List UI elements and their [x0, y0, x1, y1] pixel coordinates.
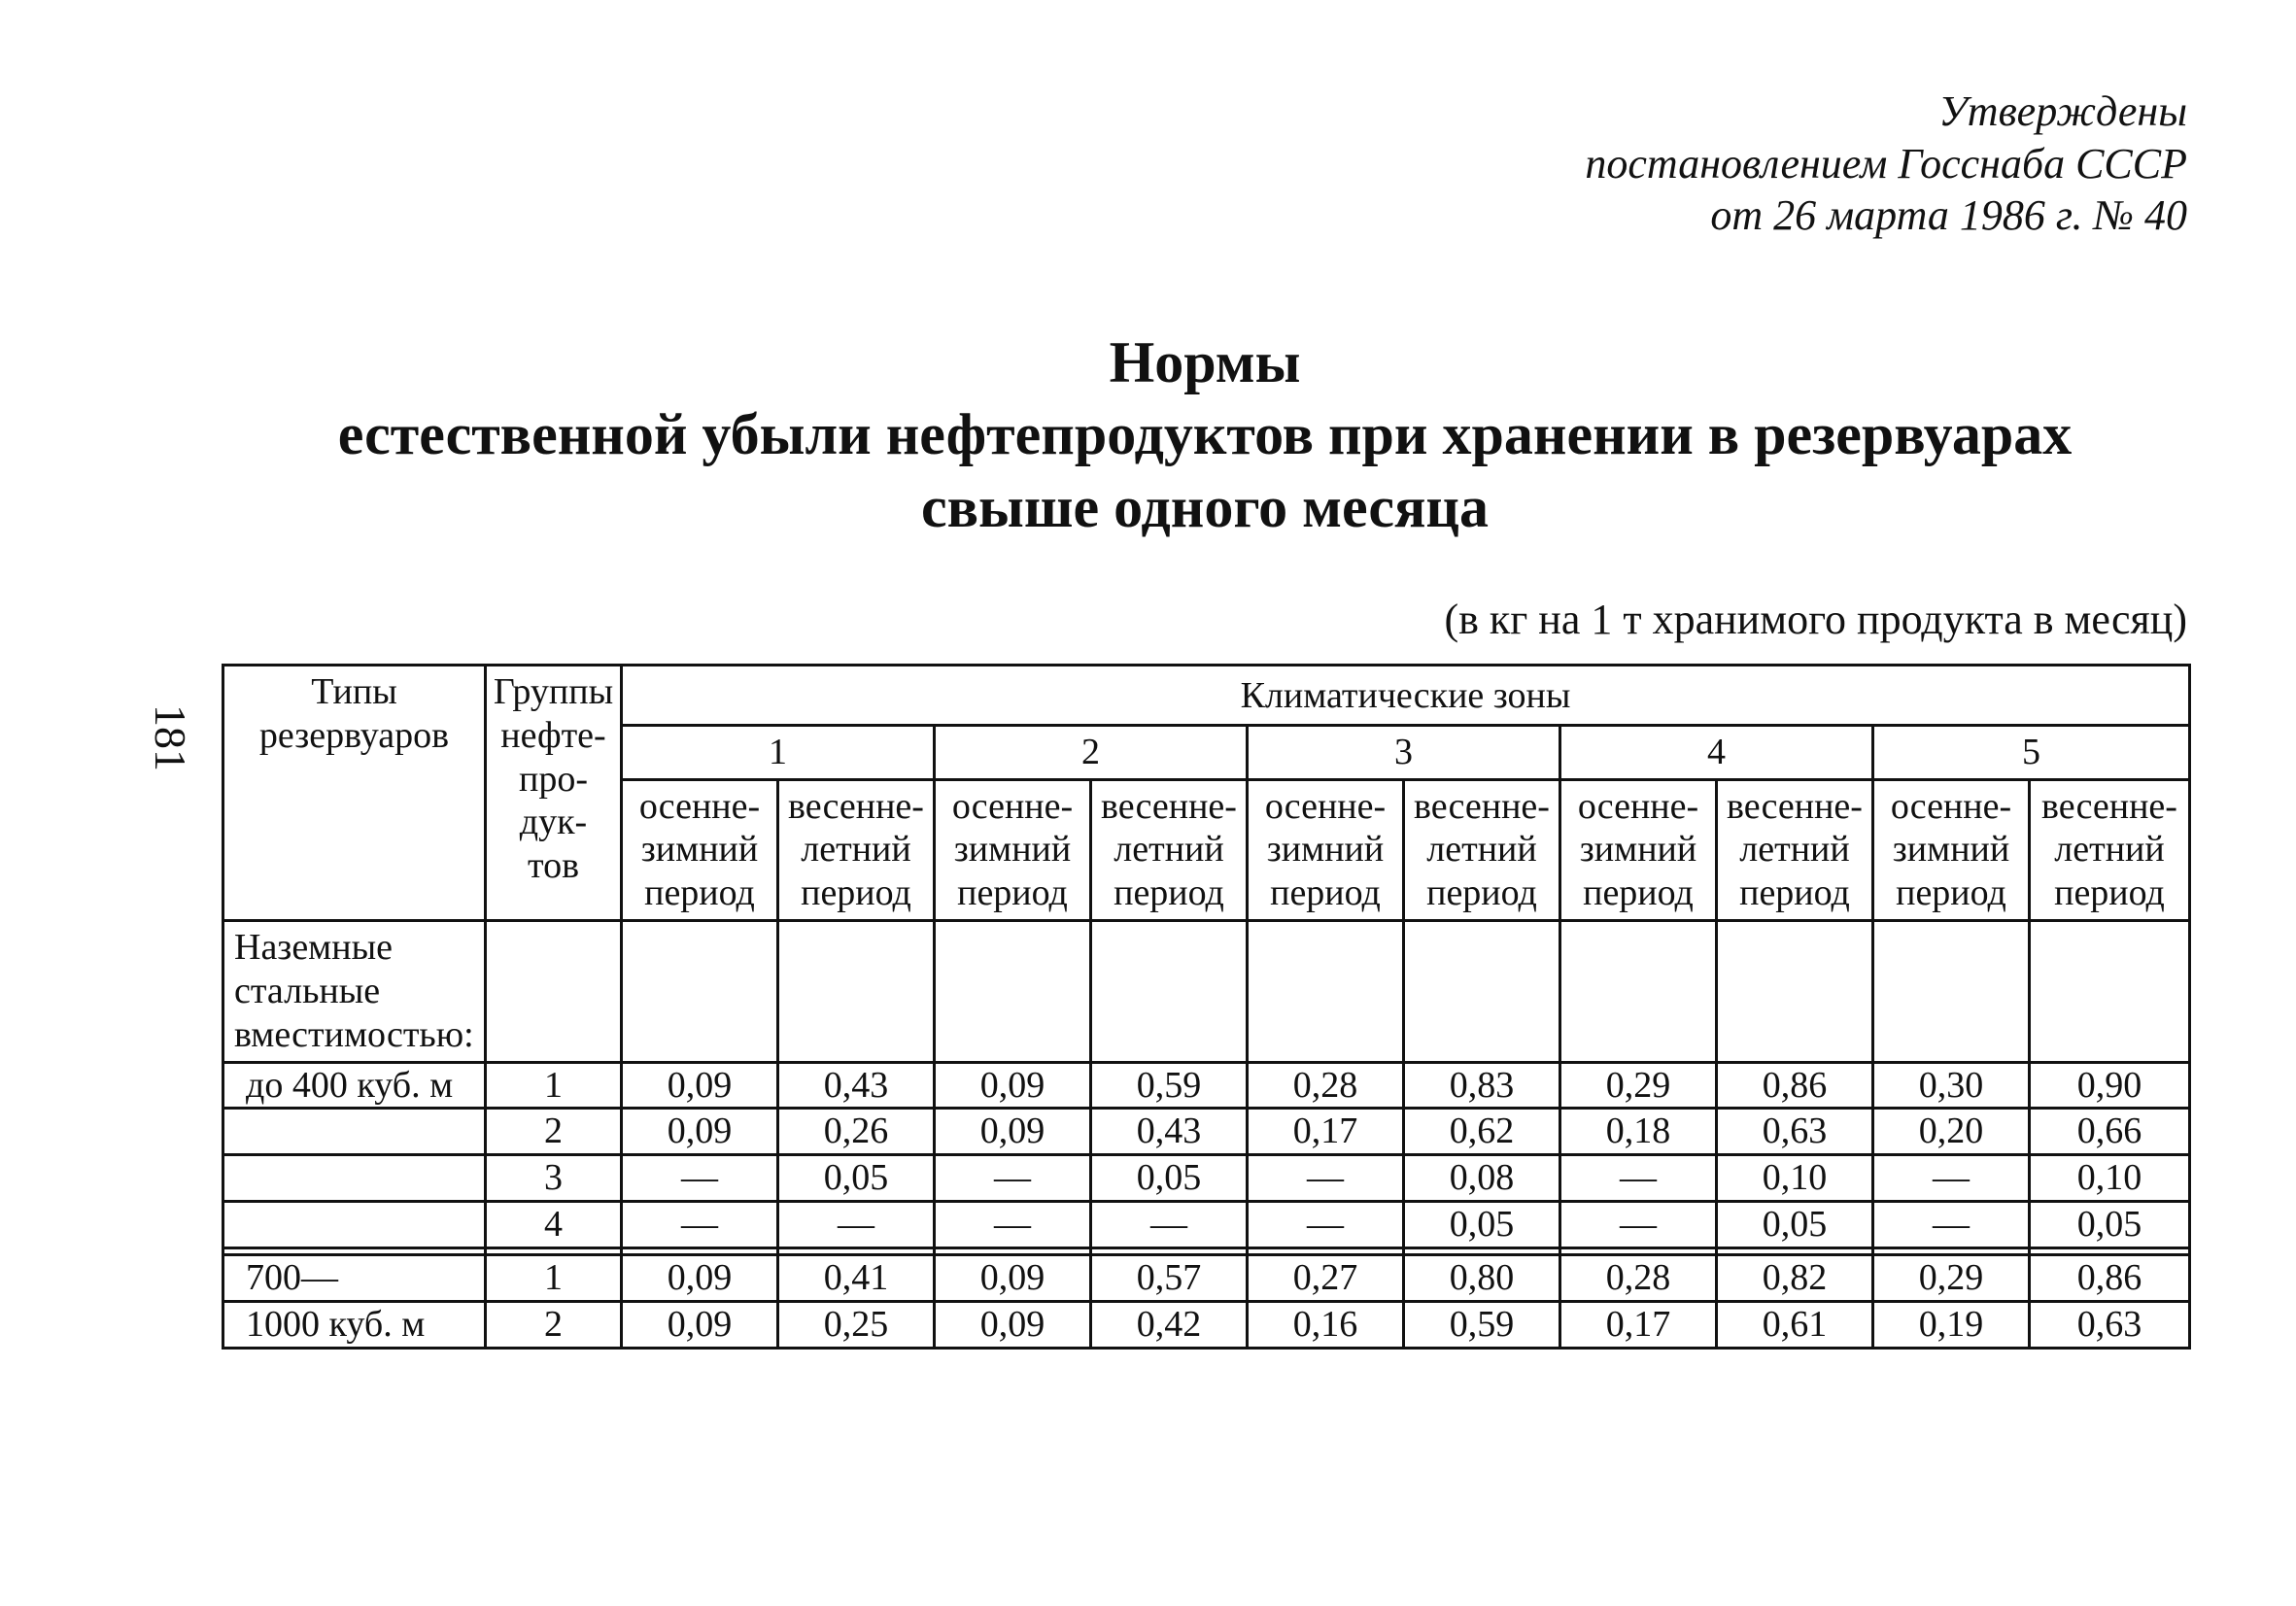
table-row — [223, 1202, 2190, 1248]
section-title-row — [223, 921, 2190, 1062]
value-cell: 0,05 — [778, 1155, 935, 1202]
empty-cell — [1091, 921, 1248, 1062]
empty-cell — [486, 921, 622, 1062]
value-cell: 0,20 — [1873, 1109, 2030, 1155]
tank-type-cell — [223, 1109, 486, 1155]
value-cell: 0,61 — [1717, 1301, 1873, 1348]
empty-cell — [778, 921, 935, 1062]
empty-cell — [2030, 921, 2190, 1062]
value-cell: — — [1248, 1155, 1404, 1202]
value-cell: 0,43 — [778, 1062, 935, 1109]
value-cell: — — [1248, 1202, 1404, 1248]
value-cell: 0,62 — [1404, 1109, 1560, 1155]
period-label-line: период — [1739, 872, 1850, 914]
period-label-line: период — [2054, 872, 2165, 914]
value-cell: 0,63 — [2030, 1301, 2190, 1348]
period-label-line: весенне- — [2041, 785, 2177, 827]
header-product-group-line: про- — [519, 758, 588, 800]
period-label-line: весенне- — [1727, 785, 1863, 827]
tank-type-cell: 700— — [223, 1254, 486, 1301]
header-tank-type — [223, 666, 486, 921]
period-spring-summer-header — [1717, 779, 1873, 920]
empty-cell — [622, 921, 778, 1062]
value-cell: — — [1873, 1155, 2030, 1202]
period-label-line: осенне- — [1890, 785, 2012, 827]
period-spring-summer-header — [1091, 779, 1248, 920]
header-product-group — [486, 666, 622, 921]
spacer-cell — [1091, 1247, 1248, 1254]
table-row — [223, 1155, 2190, 1202]
value-cell: 0,09 — [935, 1109, 1091, 1155]
document-title — [0, 326, 2296, 543]
period-label-line: летний — [2054, 829, 2165, 871]
value-cell: 0,09 — [935, 1301, 1091, 1348]
value-cell: — — [622, 1155, 778, 1202]
product-group-cell: 1 — [486, 1062, 622, 1109]
value-cell: — — [778, 1202, 935, 1248]
value-cell: 0,25 — [778, 1301, 935, 1348]
value-cell: 0,28 — [1560, 1254, 1717, 1301]
period-label-line: период — [1114, 872, 1224, 914]
value-cell: 0,17 — [1248, 1109, 1404, 1155]
value-cell: 0,83 — [1404, 1062, 1560, 1109]
header-product-group-line: тов — [527, 845, 580, 887]
period-label-line: зимний — [640, 829, 759, 871]
value-cell: 0,66 — [2030, 1109, 2190, 1155]
header-product-group-line: дук- — [519, 802, 588, 843]
approval-line-1: Утверждены — [1938, 87, 2187, 135]
value-cell: 0,05 — [1717, 1202, 1873, 1248]
period-label-line: период — [644, 872, 755, 914]
period-label-line: зимний — [1266, 829, 1385, 871]
period-label-line: весенне- — [788, 785, 924, 827]
period-label-line: весенне- — [1101, 785, 1237, 827]
period-spring-summer-header — [2030, 779, 2190, 920]
value-cell: 0,18 — [1560, 1109, 1717, 1155]
value-cell: 0,08 — [1404, 1155, 1560, 1202]
value-cell: 0,26 — [778, 1109, 935, 1155]
empty-cell — [1560, 921, 1717, 1062]
value-cell: 0,57 — [1091, 1254, 1248, 1301]
value-cell: 0,90 — [2030, 1062, 2190, 1109]
period-label-line: период — [801, 872, 911, 914]
header-product-group-line: Группы — [493, 671, 614, 712]
value-cell: 0,86 — [1717, 1062, 1873, 1109]
value-cell: 0,29 — [1560, 1062, 1717, 1109]
value-cell: — — [622, 1202, 778, 1248]
empty-cell — [1873, 921, 2030, 1062]
period-spring-summer-header — [778, 779, 935, 920]
value-cell: 0,59 — [1091, 1062, 1248, 1109]
spacer-cell — [622, 1247, 778, 1254]
table-header — [223, 666, 2190, 921]
section-title-line: стальные — [234, 970, 381, 1011]
value-cell: 0,42 — [1091, 1301, 1248, 1348]
title-line-2: естественной убыли нефтепродуктов при хранении в резервуарах — [337, 402, 2073, 467]
value-cell: 0,09 — [935, 1062, 1091, 1109]
zone-number-cell: 2 — [935, 725, 1248, 779]
period-autumn-winter-header — [1560, 779, 1717, 920]
product-group-cell: 4 — [486, 1202, 622, 1248]
value-cell: 0,17 — [1560, 1301, 1717, 1348]
value-cell: 0,05 — [1091, 1155, 1248, 1202]
tank-type-cell: до 400 куб. м — [223, 1062, 486, 1109]
period-autumn-winter-header — [935, 779, 1091, 920]
zone-number-cell: 3 — [1248, 725, 1560, 779]
value-cell: 0,19 — [1873, 1301, 2030, 1348]
period-label-line: период — [1583, 872, 1694, 914]
period-label-line: летний — [1739, 829, 1850, 871]
table-row — [223, 1062, 2190, 1109]
period-label-line: зимний — [1892, 829, 2010, 871]
spacer-cell — [1404, 1247, 1560, 1254]
period-autumn-winter-header — [622, 779, 778, 920]
header-tank-type-line: резервуаров — [258, 714, 450, 756]
period-label-line: осенне- — [638, 785, 761, 827]
value-cell: — — [935, 1202, 1091, 1248]
header-tank-type-line: Типы — [311, 671, 397, 712]
value-cell: — — [935, 1155, 1091, 1202]
period-label-line: осенне- — [1577, 785, 1699, 827]
zone-number-cell: 5 — [1873, 725, 2190, 779]
period-label-line: летний — [1426, 829, 1537, 871]
product-group-cell: 1 — [486, 1254, 622, 1301]
approval-line-3: от 26 марта 1986 г. № 40 — [1710, 191, 2187, 240]
spacer-cell — [1717, 1247, 1873, 1254]
empty-cell — [1404, 921, 1560, 1062]
value-cell: 0,16 — [1248, 1301, 1404, 1348]
tank-type-cell — [223, 1155, 486, 1202]
approval-line-2: постановлением Госснаба СССР — [1585, 139, 2187, 188]
value-cell: 0,59 — [1404, 1301, 1560, 1348]
period-label-line: период — [1270, 872, 1381, 914]
period-label-line: период — [1426, 872, 1537, 914]
period-label-line: период — [957, 872, 1068, 914]
value-cell: — — [1560, 1155, 1717, 1202]
units-note: (в кг на 1 т хранимого продукта в месяц) — [1444, 596, 2187, 643]
spacer-cell — [1248, 1247, 1404, 1254]
value-cell: 0,05 — [1404, 1202, 1560, 1248]
value-cell: 0,86 — [2030, 1254, 2190, 1301]
table-body — [223, 921, 2190, 1348]
value-cell: — — [1873, 1202, 2030, 1248]
spacer-cell — [223, 1247, 486, 1254]
value-cell: 0,09 — [622, 1109, 778, 1155]
page-number: 181 — [146, 704, 195, 771]
table-row — [223, 1254, 2190, 1301]
value-cell: 0,05 — [2030, 1202, 2190, 1248]
value-cell: 0,10 — [1717, 1155, 1873, 1202]
product-group-cell: 3 — [486, 1155, 622, 1202]
section-title-line: Наземные — [234, 927, 393, 969]
title-line-3: свыше одного месяца — [920, 474, 1489, 539]
norms-table — [222, 664, 2191, 1350]
period-autumn-winter-header — [1873, 779, 2030, 920]
empty-cell — [1717, 921, 1873, 1062]
value-cell: — — [1560, 1202, 1717, 1248]
period-label-line: зимний — [953, 829, 1072, 871]
spacer-cell — [778, 1247, 935, 1254]
value-cell: 0,10 — [2030, 1155, 2190, 1202]
period-label-line: весенне- — [1414, 785, 1550, 827]
value-cell: 0,09 — [622, 1254, 778, 1301]
header-climatic-zones: Климатические зоны — [622, 666, 2190, 726]
value-cell: 0,28 — [1248, 1062, 1404, 1109]
spacer-cell — [486, 1247, 622, 1254]
title-line-1: Нормы — [1109, 330, 1301, 394]
section-title-cell — [223, 921, 486, 1062]
product-group-cell: 2 — [486, 1109, 622, 1155]
spacer-cell — [1560, 1247, 1717, 1254]
value-cell: 0,29 — [1873, 1254, 2030, 1301]
value-cell: 0,09 — [935, 1254, 1091, 1301]
period-label-line: осенне- — [951, 785, 1074, 827]
period-label-line: летний — [1114, 829, 1224, 871]
table-row — [223, 1301, 2190, 1348]
period-autumn-winter-header — [1248, 779, 1404, 920]
tank-type-cell: 1000 куб. м — [223, 1301, 486, 1348]
period-spring-summer-header — [1404, 779, 1560, 920]
value-cell: — — [1091, 1202, 1248, 1248]
tank-type-cell — [223, 1202, 486, 1248]
header-product-group-line: нефте- — [500, 714, 606, 756]
approval-note — [1585, 85, 2187, 242]
value-cell: 0,63 — [1717, 1109, 1873, 1155]
zone-number-cell: 1 — [622, 725, 935, 779]
zone-number-cell: 4 — [1560, 725, 1873, 779]
table-row — [223, 1109, 2190, 1155]
section-title-line: вместимостью: — [234, 1013, 474, 1055]
value-cell: 0,80 — [1404, 1254, 1560, 1301]
value-cell: 0,30 — [1873, 1062, 2030, 1109]
spacer-cell — [1873, 1247, 2030, 1254]
period-label-line: зимний — [1579, 829, 1697, 871]
period-label-line: летний — [801, 829, 911, 871]
value-cell: 0,43 — [1091, 1109, 1248, 1155]
empty-cell — [935, 921, 1091, 1062]
spacer-cell — [935, 1247, 1091, 1254]
value-cell: 0,41 — [778, 1254, 935, 1301]
period-label-line: период — [1896, 872, 2006, 914]
group-spacer-row — [223, 1247, 2190, 1254]
value-cell: 0,09 — [622, 1062, 778, 1109]
value-cell: 0,09 — [622, 1301, 778, 1348]
empty-cell — [1248, 921, 1404, 1062]
spacer-cell — [2030, 1247, 2190, 1254]
period-label-line: осенне- — [1264, 785, 1387, 827]
value-cell: 0,27 — [1248, 1254, 1404, 1301]
value-cell: 0,82 — [1717, 1254, 1873, 1301]
product-group-cell: 2 — [486, 1301, 622, 1348]
